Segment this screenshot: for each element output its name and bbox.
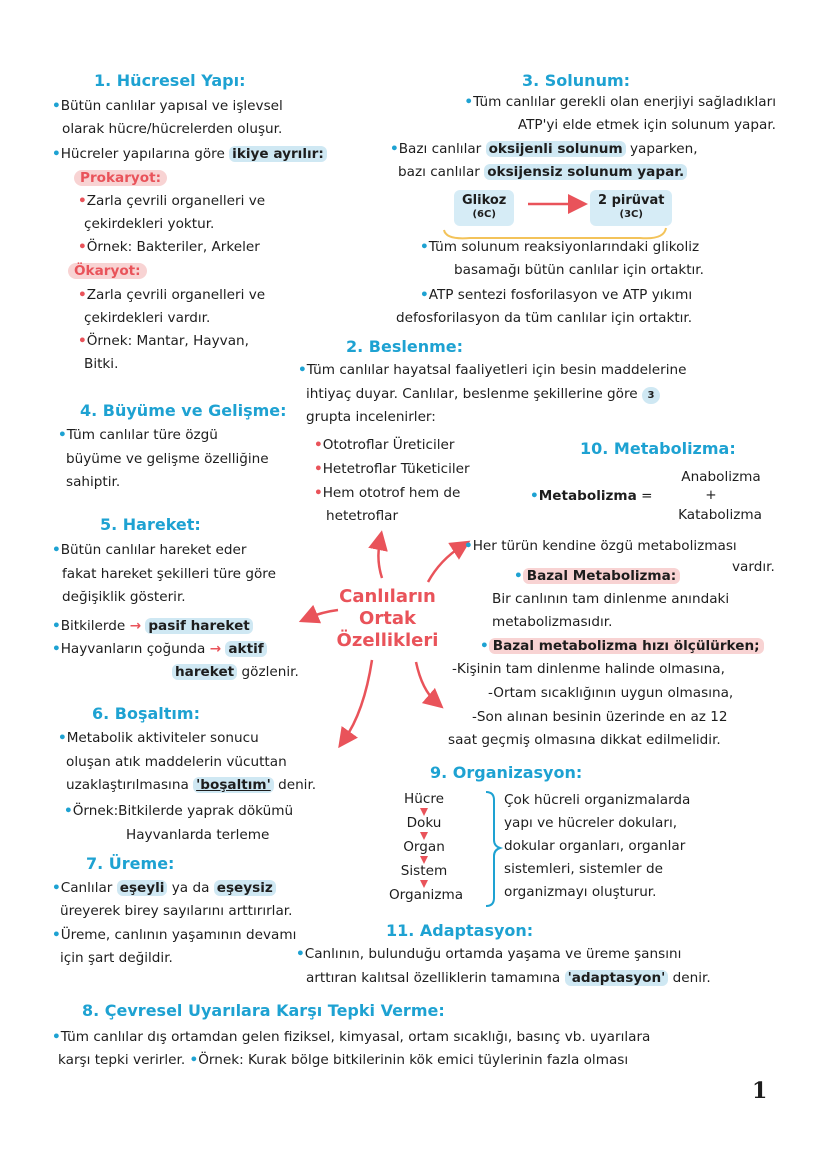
s6-line5: Hayvanlarda terleme — [126, 827, 270, 843]
s3-line1: •Tüm canlılar gerekli olan enerjiyi sağladıkları — [464, 94, 776, 110]
s1-o1: •Zarla çevrili organelleri ve — [78, 287, 266, 303]
s7-line2: üreyerek birey sayılarını arttırırlar. — [60, 903, 293, 919]
s4-title: 4. Büyüme ve Gelişme: — [80, 401, 287, 420]
s11-line1: •Canlının, bulunduğu ortamda yaşama ve üreme şansını — [296, 946, 682, 962]
arrow-to-organizasyon — [416, 662, 436, 702]
s2-g2: •Hetetroflar Tüketiciler — [314, 461, 470, 477]
s3-line2: ATP'yi elde etmek için solunum yapar. — [517, 117, 776, 133]
s10-b1: Bir canlının tam dinlenme anındaki — [492, 591, 730, 607]
s1-line2: olarak hücre/hücrelerden oluşur. — [62, 121, 283, 137]
s1-o2: çekirdekleri vardır. — [84, 310, 211, 326]
s9-level-doku: Doku — [406, 815, 442, 831]
s10-olcum: • Bazal metabolizma hızı ölçülürken; — [480, 635, 764, 658]
arrow-icon: → — [209, 641, 222, 657]
s5-line4: •Bitkilerde → pasif hareket — [52, 615, 253, 638]
s3-line6: basamağı bütün canlılar için ortaktır. — [454, 262, 704, 278]
s1-prokaryot: Prokaryot: — [74, 167, 167, 190]
s10-line2: vardır. — [732, 559, 775, 575]
s2-badge: 3 — [642, 387, 660, 404]
s3-line5: •Tüm solunum reaksiyonlarındaki glikoliz — [420, 239, 700, 255]
s5-line5: •Hayvanların çoğunda → aktif — [52, 638, 267, 661]
piruvat-box: 2 pirüvat (3C) — [590, 190, 672, 226]
s7-line1: •Canlılar eşeyli ya da eşeysiz — [52, 877, 276, 900]
s2-line1: •Tüm canlılar hayatsal faaliyetleri için besin maddelerine — [298, 362, 687, 378]
s5-line2: fakat hareket şekilleri türe göre — [62, 566, 276, 582]
arrow-to-hareket — [308, 610, 338, 618]
s2-line2: ihtiyaç duyar. Canlılar, beslenme şekillerine göre 3 — [306, 383, 660, 406]
center-title-line1: Canlıların — [339, 586, 436, 607]
s6-line2: oluşan atık maddelerin vücuttan — [66, 754, 287, 770]
s5-title: 5. Hareket: — [100, 515, 201, 534]
s2-g4: hetetroflar — [326, 508, 399, 524]
arrow-to-beslenme — [378, 540, 382, 578]
s8-line1: •Tüm canlılar dış ortamdan gelen fiziksel, kimyasal, ortam sıcaklığı, basınç vb. uyarılara — [52, 1029, 651, 1045]
s3-line3: •Bazı canlılar oksijenli solunum yaparken, — [390, 141, 698, 157]
center-title-line2: Ortak — [359, 608, 416, 629]
organization-bracket — [486, 792, 500, 906]
s10-b2: metabolizmasıdır. — [492, 614, 613, 630]
s9-level-organ: Organ — [403, 839, 445, 855]
s9-level-organizma: Organizma — [388, 887, 464, 903]
s9-title: 9. Organizasyon: — [430, 763, 583, 782]
s5-line3: değişiklik gösterir. — [62, 589, 186, 605]
s1-o4: Bitki. — [84, 356, 119, 372]
s3-title: 3. Solunum: — [522, 71, 631, 90]
glikoz-box: Glikoz (6C) — [454, 190, 514, 226]
s9-t4: sistemleri, sistemler de — [504, 861, 663, 877]
s7-line3: •Üreme, canlının yaşamının devamı — [52, 927, 297, 943]
arrow-icon: → — [129, 618, 141, 634]
s1-p2: çekirdekleri yoktur. — [84, 216, 215, 232]
s9-t2: yapı ve hücreler dokuları, — [504, 815, 678, 831]
s10-metabolizma-eq: •Metabolizma = — [530, 488, 653, 504]
s5-line6: hareket gözlenir. — [172, 661, 299, 684]
s4-line1: •Tüm canlılar türe özgü — [58, 427, 218, 443]
page-number: 1 — [752, 1078, 768, 1104]
s10-c4: saat geçmiş olmasına dikkat edilmelidir. — [448, 732, 721, 748]
s1-p3: •Örnek: Bakteriler, Arkeler — [78, 239, 260, 255]
s6-line4: •Örnek:Bitkilerde yaprak dökümü — [64, 803, 294, 819]
s2-line3: grupta incelenirler: — [306, 409, 436, 425]
s1-p1: •Zarla çevrili organelleri ve — [78, 193, 266, 209]
s6-line3: uzaklaştırılmasına 'boşaltım' denir. — [66, 777, 317, 793]
arrow-to-metabolizma — [428, 546, 462, 582]
s1-title: 1. Hücresel Yapı: — [94, 71, 246, 90]
s2-g3: •Hem ototrof hem de — [314, 485, 461, 501]
s10-katabolizma: Katabolizma — [678, 507, 762, 523]
s10-c1: -Kişinin tam dinlenme halinde olmasına, — [452, 661, 725, 677]
s1-line3: •Hücreler yapılarına göre ikiye ayrılır: — [52, 143, 327, 166]
s9-t5: organizmayı oluşturur. — [504, 884, 657, 900]
s2-g1: •Ototroflar Üreticiler — [314, 437, 455, 453]
s9-level-sistem: Sistem — [400, 863, 448, 879]
s1-line1: •Bütün canlılar yapısal ve işlevsel — [52, 98, 283, 114]
s6-title: 6. Boşaltım: — [92, 704, 200, 723]
s1-okaryot: Ökaryot: — [68, 260, 147, 283]
s4-line2: büyüme ve gelişme özelliğine — [66, 451, 269, 467]
s10-plus: + — [705, 487, 717, 503]
s3-line8: defosforilasyon da tüm canlılar için ortaktır. — [396, 310, 693, 326]
s10-c2: -Ortam sıcaklığının uygun olmasına, — [488, 685, 734, 701]
s3-line7: •ATP sentezi fosforilasyon ve ATP yıkımı — [420, 287, 693, 303]
s5-line1: •Bütün canlılar hareket eder — [52, 542, 247, 558]
arrow-to-bosaltim — [344, 660, 372, 740]
s9-level-hucre: Hücre — [404, 791, 444, 807]
s8-line2: karşı tepki verirler. •Örnek: Kurak bölge bitkilerinin kök emici tüylerinin fazla olması — [58, 1052, 629, 1068]
s10-line1: •Her türün kendine özgü metabolizması — [464, 538, 737, 554]
s10-title: 10. Metabolizma: — [580, 439, 736, 458]
s10-bazal: • Bazal Metabolizma: — [514, 565, 680, 588]
s10-anabolizma: Anabolizma — [681, 469, 761, 485]
s2-title: 2. Beslenme: — [346, 337, 463, 356]
s6-line1: •Metabolik aktiviteler sonucu — [58, 730, 259, 746]
s11-line2: arttıran kalıtsal özelliklerin tamamına 'adaptasyon' denir. — [306, 970, 711, 986]
s1-o3: •Örnek: Mantar, Hayvan, — [78, 333, 249, 349]
s8-title: 8. Çevresel Uyarılara Karşı Tepki Verme: — [82, 1001, 445, 1020]
center-title-line3: Özellikleri — [336, 630, 439, 651]
s9-t3: dokular organları, organlar — [504, 838, 686, 854]
s7-title: 7. Üreme: — [86, 854, 175, 873]
s10-c3: -Son alınan besinin üzerinde en az 12 — [472, 709, 728, 725]
s3-line4: bazı canlılar oksijensiz solunum yapar. — [398, 161, 687, 184]
s9-t1: Çok hücreli organizmalarda — [504, 792, 691, 808]
s7-line4: için şart değildir. — [60, 950, 173, 966]
s11-title: 11. Adaptasyon: — [386, 921, 534, 940]
s4-line3: sahiptir. — [66, 474, 121, 490]
